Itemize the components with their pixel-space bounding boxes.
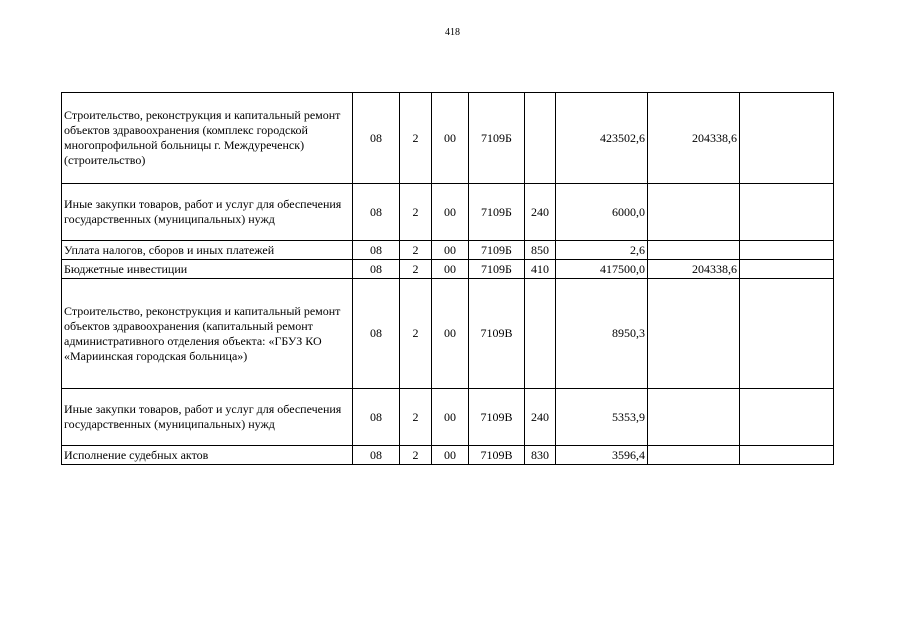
amount-3 bbox=[740, 93, 834, 184]
section-code: 08 bbox=[353, 260, 400, 279]
program-code: 2 bbox=[400, 241, 432, 260]
amount-1: 6000,0 bbox=[556, 184, 648, 241]
row-description: Бюджетные инвестиции bbox=[62, 260, 353, 279]
expense-type-code: 240 bbox=[525, 389, 556, 446]
subprogram-code: 00 bbox=[432, 446, 469, 465]
subprogram-code: 00 bbox=[432, 241, 469, 260]
amount-2 bbox=[648, 241, 740, 260]
section-code: 08 bbox=[353, 279, 400, 389]
direction-code: 7109В bbox=[469, 279, 525, 389]
table-body bbox=[62, 93, 834, 465]
amount-3 bbox=[740, 241, 834, 260]
row-description: Уплата налогов, сборов и иных платежей bbox=[62, 241, 353, 260]
expense-type-code bbox=[525, 93, 556, 184]
amount-1: 5353,9 bbox=[556, 389, 648, 446]
expense-type-code: 830 bbox=[525, 446, 556, 465]
amount-3 bbox=[740, 389, 834, 446]
table-row bbox=[62, 389, 834, 446]
direction-code: 7109Б bbox=[469, 184, 525, 241]
row-description: Иные закупки товаров, работ и услуг для обеспечения государственных (муниципальных) нужд bbox=[62, 389, 353, 446]
subprogram-code: 00 bbox=[432, 184, 469, 241]
expense-type-code: 240 bbox=[525, 184, 556, 241]
table-row bbox=[62, 241, 834, 260]
subprogram-code: 00 bbox=[432, 260, 469, 279]
table-row bbox=[62, 279, 834, 389]
program-code: 2 bbox=[400, 260, 432, 279]
expense-type-code: 410 bbox=[525, 260, 556, 279]
amount-2: 204338,6 bbox=[648, 93, 740, 184]
program-code: 2 bbox=[400, 93, 432, 184]
amount-2: 204338,6 bbox=[648, 260, 740, 279]
amount-1: 423502,6 bbox=[556, 93, 648, 184]
row-description: Исполнение судебных актов bbox=[62, 446, 353, 465]
amount-3 bbox=[740, 184, 834, 241]
direction-code: 7109Б bbox=[469, 260, 525, 279]
section-code: 08 bbox=[353, 93, 400, 184]
row-description: Строительство, реконструкция и капитальный ремонт объектов здравоохранения (комплекс городской многопрофильной больницы г. Междуреченск) (строительство) bbox=[62, 93, 353, 184]
subprogram-code: 00 bbox=[432, 279, 469, 389]
expense-type-code bbox=[525, 279, 556, 389]
direction-code: 7109В bbox=[469, 446, 525, 465]
program-code: 2 bbox=[400, 389, 432, 446]
amount-1: 2,6 bbox=[556, 241, 648, 260]
page-number: 418 bbox=[445, 27, 460, 38]
subprogram-code: 00 bbox=[432, 389, 469, 446]
program-code: 2 bbox=[400, 446, 432, 465]
amount-2 bbox=[648, 184, 740, 241]
budget-table bbox=[61, 92, 834, 465]
amount-3 bbox=[740, 279, 834, 389]
expense-type-code: 850 bbox=[525, 241, 556, 260]
direction-code: 7109В bbox=[469, 389, 525, 446]
amount-3 bbox=[740, 260, 834, 279]
table-row bbox=[62, 260, 834, 279]
amount-2 bbox=[648, 446, 740, 465]
table-row bbox=[62, 446, 834, 465]
subprogram-code: 00 bbox=[432, 93, 469, 184]
program-code: 2 bbox=[400, 184, 432, 241]
section-code: 08 bbox=[353, 184, 400, 241]
section-code: 08 bbox=[353, 241, 400, 260]
amount-1: 417500,0 bbox=[556, 260, 648, 279]
amount-3 bbox=[740, 446, 834, 465]
program-code: 2 bbox=[400, 279, 432, 389]
direction-code: 7109Б bbox=[469, 241, 525, 260]
table-row bbox=[62, 184, 834, 241]
row-description: Иные закупки товаров, работ и услуг для обеспечения государственных (муниципальных) нужд bbox=[62, 184, 353, 241]
amount-2 bbox=[648, 279, 740, 389]
amount-1: 8950,3 bbox=[556, 279, 648, 389]
section-code: 08 bbox=[353, 446, 400, 465]
section-code: 08 bbox=[353, 389, 400, 446]
table-row bbox=[62, 93, 834, 184]
direction-code: 7109Б bbox=[469, 93, 525, 184]
row-description: Строительство, реконструкция и капитальный ремонт объектов здравоохранения (капитальный ремонт административного отделения объекта: «ГБУЗ КО «Мариинская городская больница») bbox=[62, 279, 353, 389]
amount-1: 3596,4 bbox=[556, 446, 648, 465]
amount-2 bbox=[648, 389, 740, 446]
